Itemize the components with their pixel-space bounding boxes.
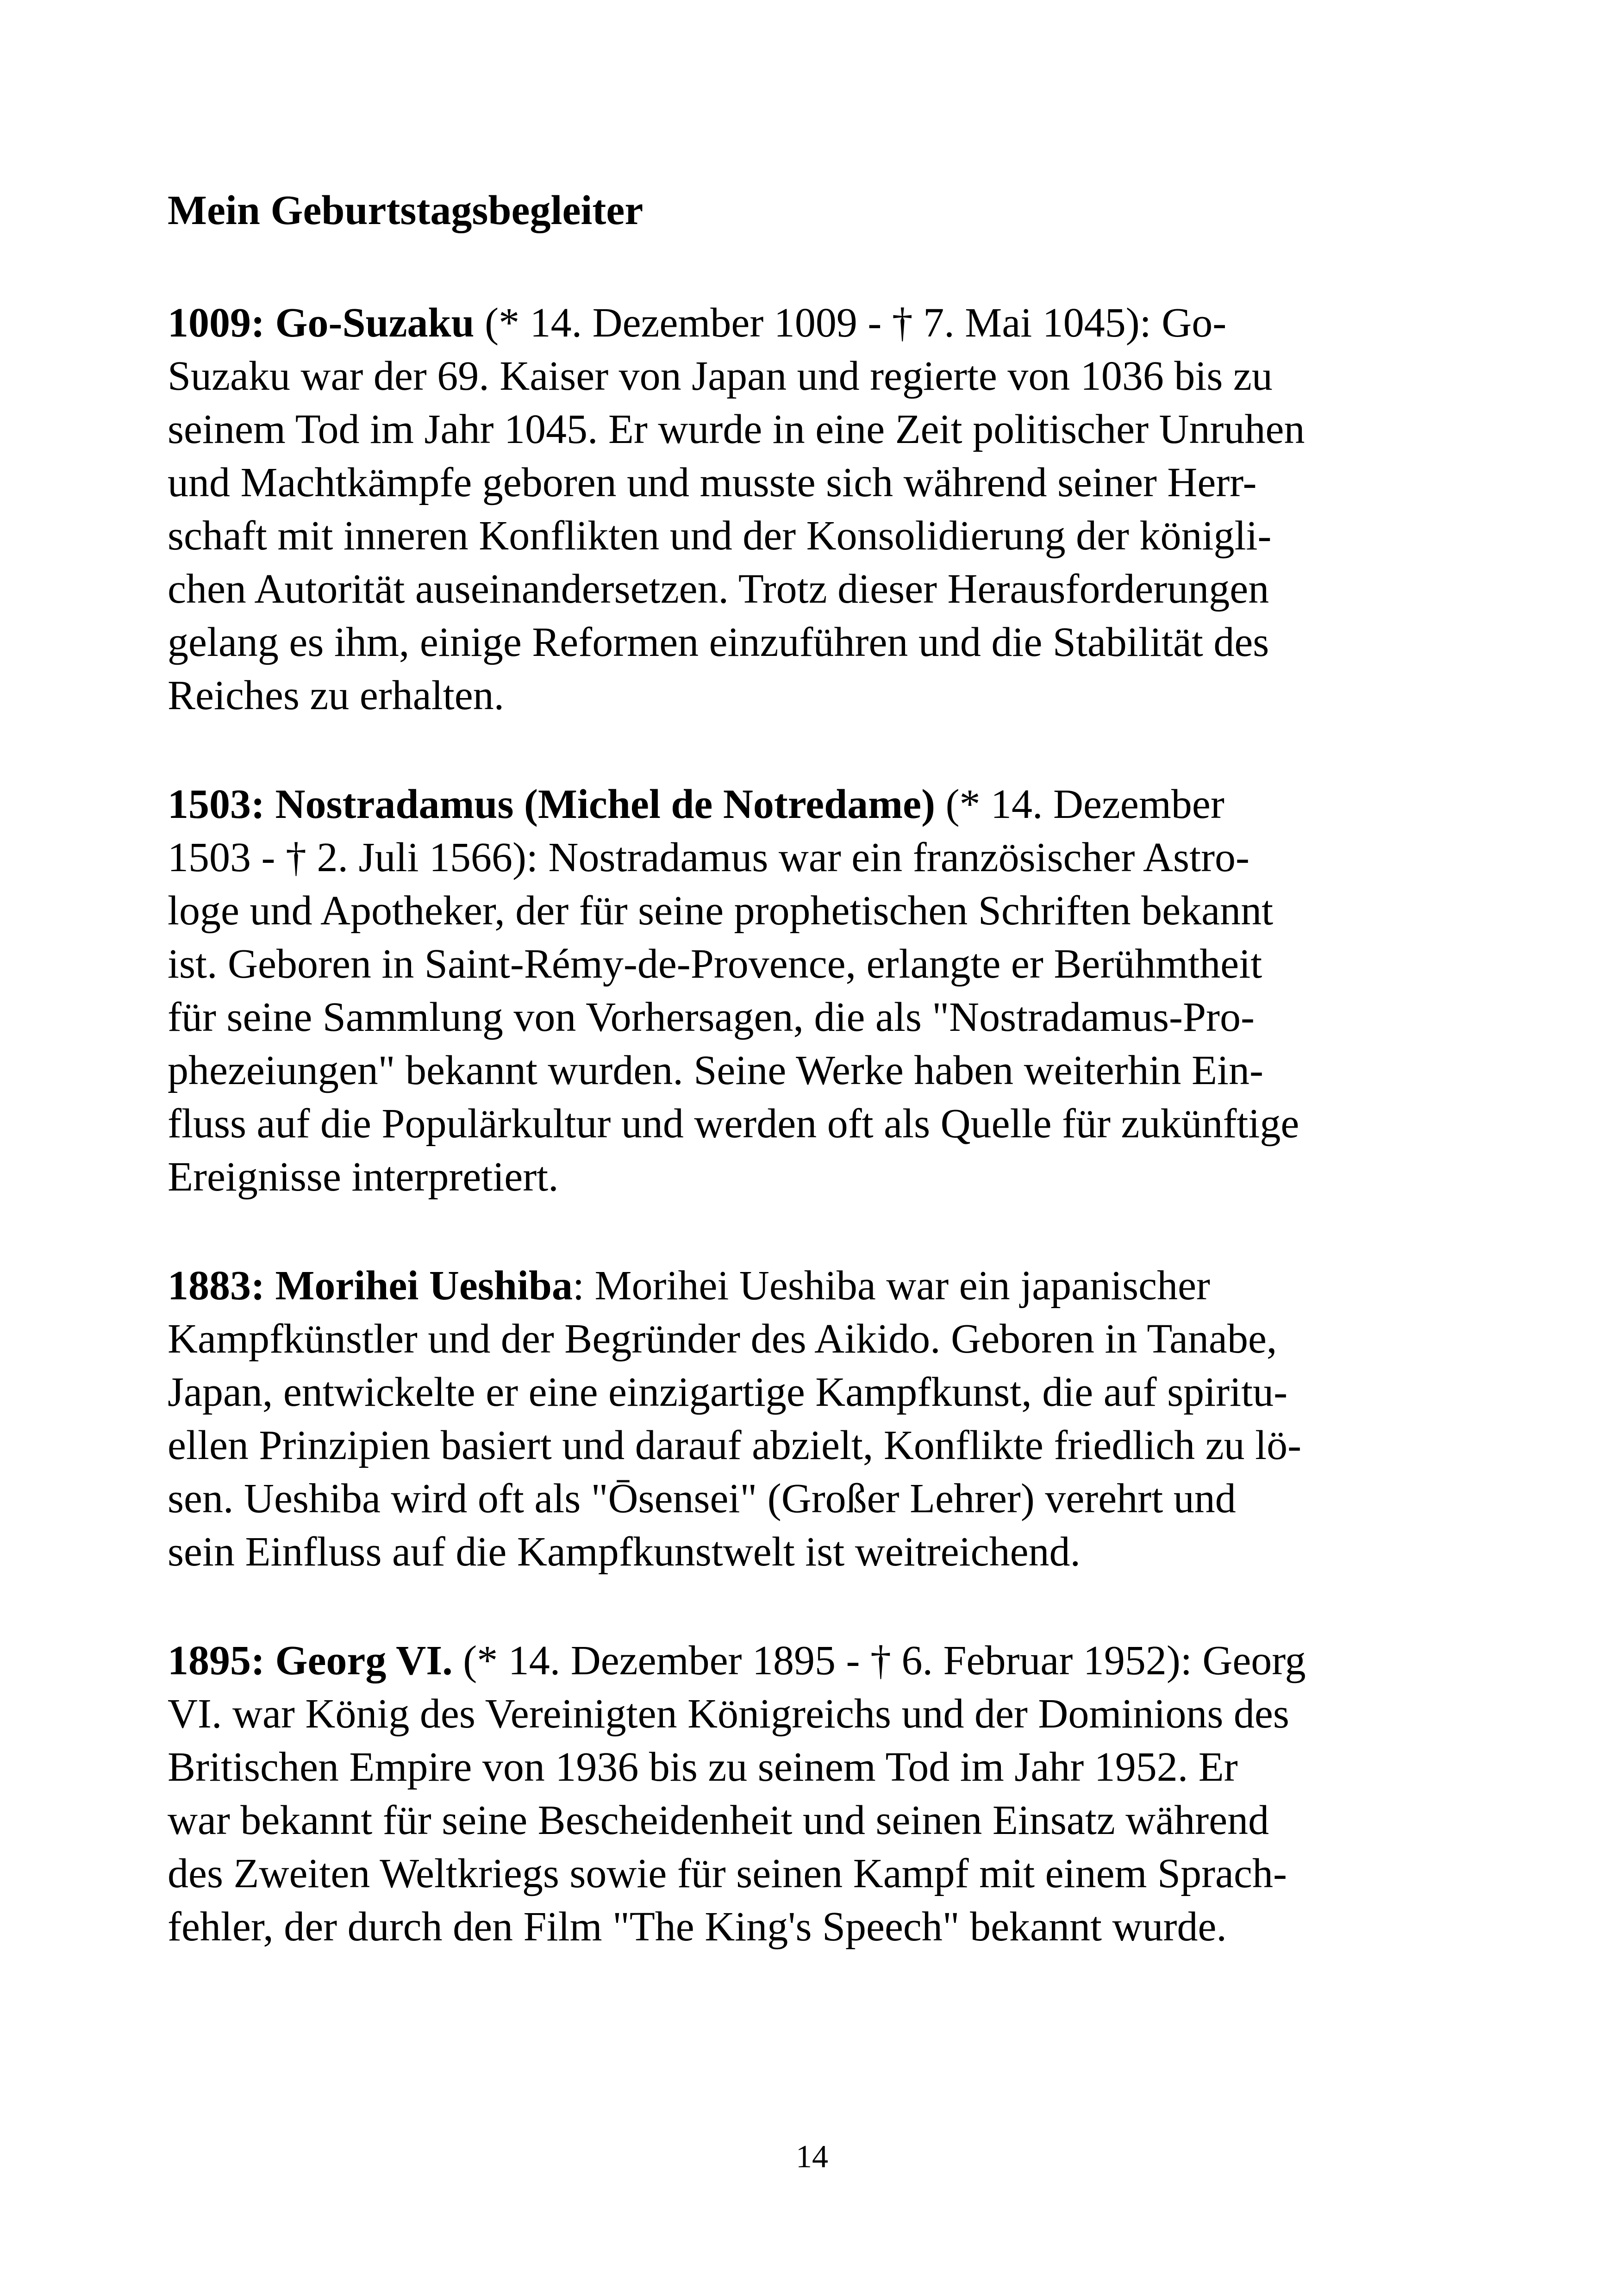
entry-line	[168, 1634, 1453, 1687]
entry-line: fluss auf die Populärkultur und werden oft als Quelle für zukünftige	[168, 1101, 1299, 1147]
entry-lead: 1503: Nostradamus (Michel de Notredame)	[168, 781, 936, 827]
page-number: 14	[796, 2139, 828, 2175]
entry-line: phezeiungen" bekannt wurden. Seine Werke haben weiterhin Ein-	[168, 1048, 1263, 1093]
entry-line: ellen Prinzipien basiert und darauf abzielt, Konflikte friedlich zu lö-	[168, 1422, 1302, 1468]
entry-line: Japan, entwickelte er eine einzigartige Kampfkunst, die auf spiritu-	[168, 1369, 1288, 1415]
entry-lead: 1883: Morihei Ueshiba	[168, 1263, 573, 1309]
entry-line: fehler, der durch den Film "The King's Speech" bekannt wurde.	[168, 1904, 1227, 1950]
entry-line: Britischen Empire von 1936 bis zu seinem Tod im Jahr 1952. Er	[168, 1744, 1238, 1790]
entry-line	[168, 1259, 1453, 1312]
entry-line: chen Autorität auseinandersetzen. Trotz dieser Herausforderungen	[168, 566, 1269, 612]
entry-line: sen. Ueshiba wird oft als "Ōsensei" (Großer Lehrer) verehrt und	[168, 1476, 1236, 1522]
entry-line: VI. war König des Vereinigten Königreichs und der Dominions des	[168, 1691, 1289, 1737]
entry-line: seinem Tod im Jahr 1045. Er wurde in eine Zeit politischer Unruhen	[168, 406, 1305, 452]
entry-line: gelang es ihm, einige Reformen einzuführen und die Stabilität des	[168, 619, 1269, 665]
entry-line: Reiches zu erhalten.	[168, 673, 505, 718]
entry-line: schaft mit inneren Konflikten und der Konsolidierung der königli-	[168, 513, 1272, 559]
entry-text: (* 14. Dezember 1009 - † 7. Mai 1045): Go-	[474, 300, 1227, 346]
entry-nostradamus	[168, 778, 1453, 1204]
entry-line: war bekannt für seine Bescheidenheit und seinen Einsatz während	[168, 1797, 1269, 1843]
entry-line: Suzaku war der 69. Kaiser von Japan und regierte von 1036 bis zu	[168, 353, 1273, 399]
entry-text: (* 14. Dezember 1895 - † 6. Februar 1952): Georg	[452, 1638, 1306, 1684]
entry-morihei-ueshiba	[168, 1259, 1453, 1578]
entry-line: Ereignisse interpretiert.	[168, 1154, 559, 1200]
entry-lead: 1009: Go-Suzaku	[168, 300, 475, 346]
entry-georg-vi	[168, 1634, 1453, 1953]
entry-line: loge und Apotheker, der für seine prophetischen Schriften bekannt	[168, 888, 1274, 934]
entry-text: : Morihei Ueshiba war ein japanischer	[572, 1263, 1210, 1309]
entry-line: Kampfkünstler und der Begründer des Aikido. Geboren in Tanabe,	[168, 1316, 1277, 1362]
entry-lead: 1895: Georg VI.	[168, 1638, 453, 1684]
entry-go-suzaku	[168, 296, 1453, 722]
entry-line: 1503 - † 2. Juli 1566): Nostradamus war ein französischer Astro-	[168, 835, 1250, 880]
entry-line: ist. Geboren in Saint-Rémy-de-Provence, erlangte er Berühmtheit	[168, 941, 1262, 987]
entry-line: sein Einfluss auf die Kampfkunstwelt ist weitreichend.	[168, 1529, 1081, 1575]
entry-line	[168, 778, 1453, 831]
page-heading: Mein Geburtstagsbegleiter	[168, 187, 643, 233]
entry-line: für seine Sammlung von Vorhersagen, die als "Nostradamus-Pro-	[168, 994, 1255, 1040]
entry-line: und Machtkämpfe geboren und musste sich während seiner Herr-	[168, 460, 1257, 505]
entry-text: (* 14. Dezember	[935, 781, 1224, 827]
entry-line	[168, 296, 1453, 349]
entry-line: des Zweiten Weltkriegs sowie für seinen Kampf mit einem Sprach-	[168, 1851, 1287, 1896]
